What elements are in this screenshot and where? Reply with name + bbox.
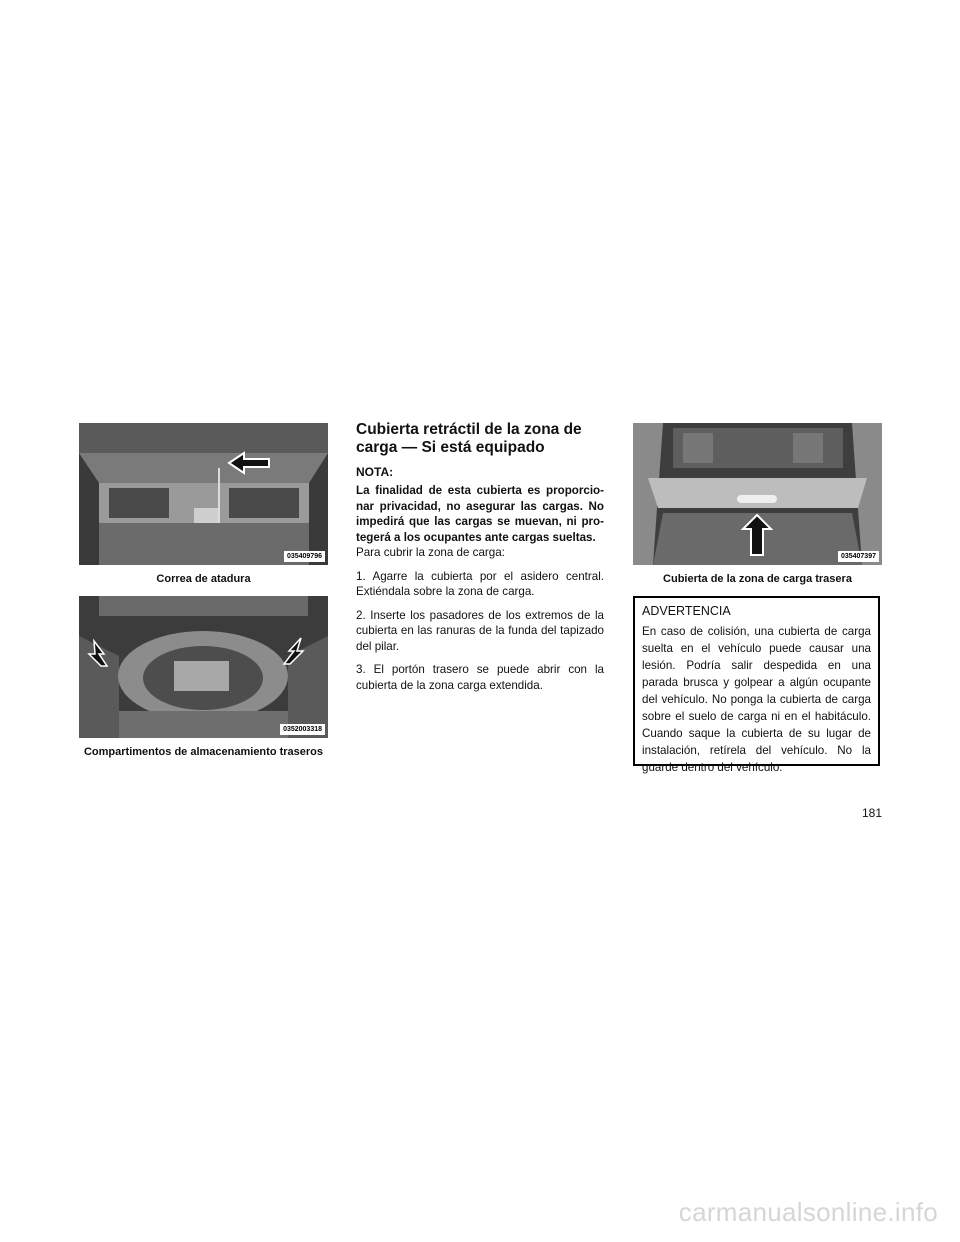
warning-box <box>633 596 880 774</box>
tie-down-photo <box>79 423 328 565</box>
note-label: NOTA: <box>356 465 394 479</box>
intro-text: Para cubrir la zona de carga: <box>356 546 505 559</box>
storage-photo <box>79 596 328 738</box>
page-number: 181 <box>861 806 882 820</box>
cargo-cover-photo <box>633 423 882 565</box>
storage-caption: Compartimentos de almacenamiento traseros <box>83 746 324 758</box>
note-text: La finalidad de esta cubierta es proporcio-nar privacidad, no asegurar las cargas. No impedirá que las cargas se muevan, ni pro-tegerá a los ocupantes ante cargas sueltas. <box>356 484 604 544</box>
step-3: 3. El portón trasero se puede abrir con la cubierta de la zona carga extendida. <box>356 663 604 692</box>
step-1: 1. Agarre la cubierta por el asidero central. Extiéndala sobre la zona de carga. <box>356 569 604 598</box>
figure-code: 035407397 <box>838 551 879 562</box>
figure-code: 0352003318 <box>280 724 325 735</box>
tie-down-caption: Correa de atadura <box>156 573 251 585</box>
warning-text: En caso de colisión, una cubierta de carga suelta en el vehículo puede causar una lesión. Podría salir despedida en una parada brusca y golpear a algún ocupante del vehículo. No ponga la cubierta de carga sobre el suelo de carga ni en el habitáculo. Cuando saque la cubierta de su lugar de instalación, retírela del vehículo. No la guarde dentro del vehículo. <box>642 625 871 774</box>
cargo-cover-section <box>356 421 604 701</box>
step-2: 2. Inserte los pasadores de los extremos de la cubierta en las ranuras de la funda del tapizado del pilar. <box>356 608 604 653</box>
figure-code: 035409796 <box>284 551 325 562</box>
watermark: carmanualsonline.info <box>678 1197 938 1227</box>
warning-title: ADVERTENCIA <box>642 604 731 618</box>
cargo-cover-caption: Cubierta de la zona de carga trasera <box>663 573 852 585</box>
section-title <box>356 421 604 457</box>
section-title-line2: carga — Si está equipado <box>356 439 545 456</box>
section-title-line1: Cubierta retráctil de la zona de <box>356 421 582 438</box>
